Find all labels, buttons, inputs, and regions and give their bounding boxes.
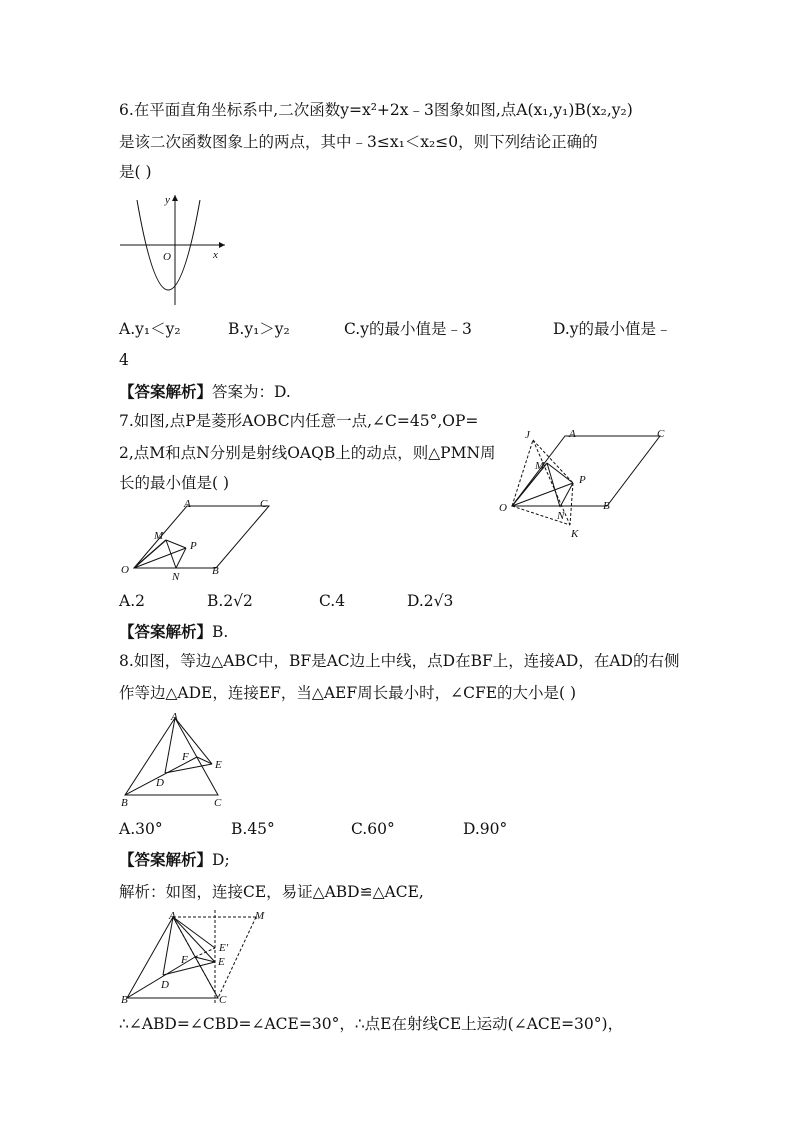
q6-x-axis-label: x bbox=[213, 249, 218, 261]
q7l-label-o: O bbox=[121, 564, 129, 576]
q8s-label-e: E bbox=[218, 956, 225, 968]
q8s-label-m: M bbox=[255, 910, 265, 922]
q8-line-2: 作等边△ADE，连接EF，当△AEF周长最小时，∠CFE的大小是( ) bbox=[119, 684, 577, 702]
q8-answer-text: D; bbox=[212, 851, 230, 869]
q7r-label-p: P bbox=[579, 474, 586, 486]
q8-conclusion: ∴∠ABD=∠CBD=∠ACE=30°，∴点E在射线CE上运动(∠ACE=30°)， bbox=[119, 1015, 624, 1033]
q8-triangle-figure bbox=[115, 710, 235, 810]
q7r-label-n: N bbox=[557, 510, 565, 522]
q8-label-c: C bbox=[214, 797, 222, 809]
q6-option-b: B.y₁＞y₂ bbox=[228, 320, 290, 338]
q7-option-c: C.4 bbox=[319, 592, 346, 610]
q7-line-3: 长的最小值是( ) bbox=[119, 474, 230, 492]
q8-option-a: A.30° bbox=[119, 820, 163, 838]
q8-option-b: B.45° bbox=[231, 820, 275, 838]
q7r-label-o: O bbox=[499, 502, 507, 514]
q7l-label-p: P bbox=[190, 540, 197, 552]
q7-option-b: B.2√2 bbox=[207, 592, 253, 610]
q8s-label-c: C bbox=[219, 994, 227, 1006]
q7l-label-n: N bbox=[172, 571, 180, 583]
q8-label-f: F bbox=[182, 751, 189, 763]
q8s-label-f: F bbox=[181, 954, 188, 966]
q8s-label-e-prime: E' bbox=[219, 942, 229, 954]
q7-line-1: 7.如图,点P是菱形AOBC内任意一点,∠C=45°,OP= bbox=[119, 412, 479, 430]
q8-label-b: B bbox=[121, 797, 128, 809]
q7r-label-c: C bbox=[657, 428, 665, 440]
q8-answer-label: 【答案解析】 bbox=[119, 851, 213, 869]
q7-option-a: A.2 bbox=[119, 592, 145, 610]
q8-option-d: D.90° bbox=[463, 820, 508, 838]
q8s-label-a: A bbox=[169, 910, 176, 922]
q7l-label-a: A bbox=[184, 498, 191, 510]
q6-line-1: 6.在平面直角坐标系中,二次函数y=x²+2x﹣3图象如图,点A(x₁,y₁)B(x₂,y₂) bbox=[119, 101, 633, 119]
q7-option-d: D.2√3 bbox=[407, 592, 454, 610]
q6-line-2: 是该二次函数图象上的两点，其中﹣3≤x₁＜x₂≤0，则下列结论正确的 bbox=[119, 133, 598, 151]
q6-option-d: D.y的最小值是﹣ bbox=[553, 320, 672, 338]
q7-rhombus-figure-right bbox=[495, 425, 675, 545]
q7l-label-m: M bbox=[154, 530, 164, 542]
q7-line-2: 2,点M和点N分别是射线OAQB上的动点，则△PMN周 bbox=[119, 444, 496, 462]
q8-option-c: C.60° bbox=[351, 820, 395, 838]
q6-answer bbox=[119, 381, 291, 403]
q7-answer bbox=[119, 621, 228, 643]
q6-option-a: A.y₁＜y₂ bbox=[119, 320, 181, 338]
q7-answer-label: 【答案解析】 bbox=[119, 623, 213, 641]
q8s-label-b: B bbox=[121, 994, 128, 1006]
q8-explanation: 解析：如图，连接CE，易证△ABD≌△ACE, bbox=[119, 883, 424, 901]
q7r-label-a: A bbox=[569, 428, 576, 440]
q8-answer bbox=[119, 849, 230, 871]
q7l-label-b: B bbox=[212, 565, 219, 577]
q8-solution-figure bbox=[115, 905, 275, 1010]
q7-rhombus-figure-left bbox=[119, 498, 279, 583]
q8-label-a: A bbox=[171, 711, 178, 723]
q6-line-3: 是( ) bbox=[119, 163, 152, 181]
q6-origin-label: O bbox=[163, 251, 171, 263]
q7r-label-b: B bbox=[603, 500, 610, 512]
q8-label-d: D bbox=[156, 777, 164, 789]
q6-answer-text: 答案为：D. bbox=[212, 383, 291, 401]
q8-line-1: 8.如图，等边△ABC中，BF是AC边上中线，点D在BF上，连接AD，在AD的右侧 bbox=[119, 652, 680, 670]
q7r-label-j: J bbox=[525, 429, 530, 441]
q6-answer-label: 【答案解析】 bbox=[119, 383, 213, 401]
q7r-label-k: K bbox=[571, 528, 579, 540]
q6-option-d-wrap: 4 bbox=[119, 351, 129, 369]
q7r-label-m: M bbox=[535, 460, 545, 472]
q6-option-c: C.y的最小值是﹣3 bbox=[344, 320, 472, 338]
q8s-label-d: D bbox=[161, 979, 169, 991]
q6-y-axis-label: y bbox=[165, 194, 170, 206]
q8-label-e: E bbox=[215, 759, 222, 771]
q6-parabola-figure bbox=[115, 190, 230, 310]
q7l-label-c: C bbox=[260, 498, 268, 510]
q7-answer-text: B. bbox=[212, 623, 229, 641]
